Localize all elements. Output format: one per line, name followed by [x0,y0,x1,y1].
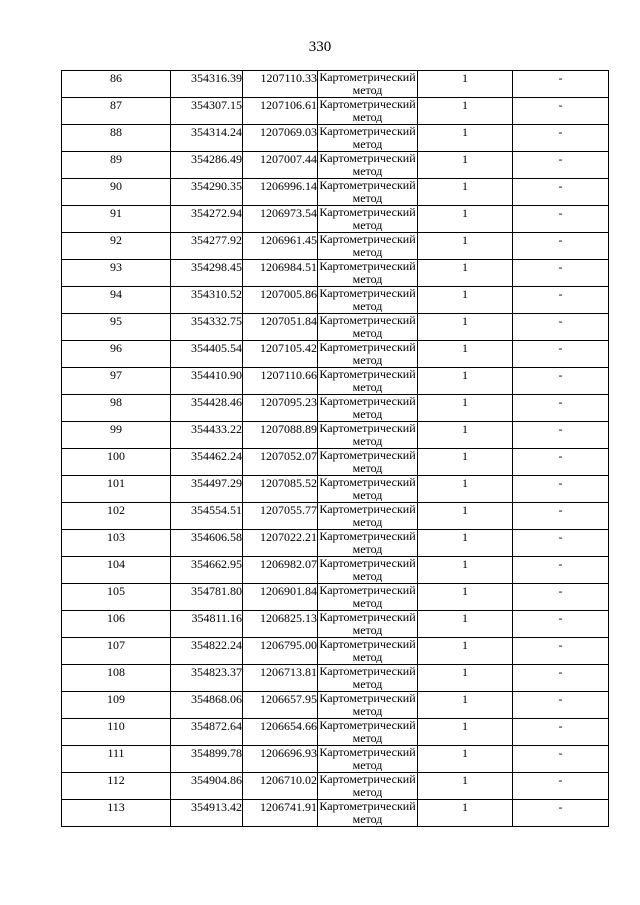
description-cell: - [513,341,609,368]
y-coordinate-cell: 1206696.93 [243,746,318,773]
point-number-cell: 88 [62,125,171,152]
point-number-cell: 93 [62,260,171,287]
x-coordinate-cell: 354811.16 [171,611,243,638]
method-cell [318,665,418,692]
accuracy-cell: 1 [418,719,513,746]
x-coordinate-cell: 354310.52 [171,287,243,314]
method-text: Картометрический метод [319,719,416,744]
accuracy-cell: 1 [418,638,513,665]
method-cell [318,233,418,260]
description-cell: - [513,611,609,638]
method-cell [318,206,418,233]
description-cell: - [513,665,609,692]
description-cell: - [513,98,609,125]
description-cell: - [513,530,609,557]
method-cell [318,530,418,557]
y-coordinate-cell: 1207110.66 [243,368,318,395]
x-coordinate-cell: 354290.35 [171,179,243,206]
method-text: Картометрический метод [319,71,416,96]
x-coordinate-cell: 354662.95 [171,557,243,584]
method-text: Картометрический метод [319,152,416,177]
description-cell: - [513,287,609,314]
accuracy-cell: 1 [418,746,513,773]
accuracy-cell: 1 [418,449,513,476]
method-text: Картометрический метод [319,125,416,150]
table-row [62,422,609,449]
point-number-cell: 104 [62,557,171,584]
method-cell [318,773,418,800]
method-cell [318,287,418,314]
accuracy-cell: 1 [418,233,513,260]
page-number: 330 [308,39,332,55]
y-coordinate-cell: 1206982.07 [243,557,318,584]
y-coordinate-cell: 1206710.02 [243,773,318,800]
table-row [62,611,609,638]
method-cell [318,719,418,746]
x-coordinate-cell: 354298.45 [171,260,243,287]
point-number-cell: 107 [62,638,171,665]
method-cell [318,746,418,773]
y-coordinate-cell: 1207088.89 [243,422,318,449]
method-cell [318,638,418,665]
x-coordinate-cell: 354554.51 [171,503,243,530]
table-row [62,152,609,179]
description-cell: - [513,152,609,179]
x-coordinate-cell: 354314.24 [171,125,243,152]
description-cell: - [513,746,609,773]
x-coordinate-cell: 354272.94 [171,206,243,233]
point-number-cell: 96 [62,341,171,368]
y-coordinate-cell: 1206825.13 [243,611,318,638]
method-text: Картометрический метод [319,773,416,798]
method-cell [318,557,418,584]
table-row [62,773,609,800]
y-coordinate-cell: 1207051.84 [243,314,318,341]
accuracy-cell: 1 [418,692,513,719]
method-text: Картометрический метод [319,233,416,258]
accuracy-cell: 1 [418,341,513,368]
y-coordinate-cell: 1206741.91 [243,800,318,827]
y-coordinate-cell: 1206996.14 [243,179,318,206]
method-text: Картометрический метод [319,368,416,393]
method-text: Картометрический метод [319,341,416,366]
point-number-cell: 97 [62,368,171,395]
accuracy-cell: 1 [418,584,513,611]
method-cell [318,800,418,827]
y-coordinate-cell: 1206657.95 [243,692,318,719]
x-coordinate-cell: 354462.24 [171,449,243,476]
method-text: Картометрический метод [319,179,416,204]
point-number-cell: 95 [62,314,171,341]
method-text: Картометрический метод [319,557,416,582]
table-row [62,179,609,206]
description-cell: - [513,71,609,98]
method-text: Картометрический метод [319,665,416,690]
method-text: Картометрический метод [319,287,416,312]
table-row [62,287,609,314]
method-text: Картометрический метод [319,395,416,420]
accuracy-cell: 1 [418,773,513,800]
point-number-cell: 106 [62,611,171,638]
description-cell: - [513,476,609,503]
method-cell [318,314,418,341]
x-coordinate-cell: 354497.29 [171,476,243,503]
point-number-cell: 112 [62,773,171,800]
accuracy-cell: 1 [418,665,513,692]
table-row [62,314,609,341]
point-number-cell: 105 [62,584,171,611]
point-number-cell: 109 [62,692,171,719]
accuracy-cell: 1 [418,422,513,449]
y-coordinate-cell: 1207095.23 [243,395,318,422]
y-coordinate-cell: 1206713.81 [243,665,318,692]
description-cell: - [513,773,609,800]
accuracy-cell: 1 [418,611,513,638]
description-cell: - [513,800,609,827]
description-cell: - [513,638,609,665]
method-text: Картометрический метод [319,692,416,717]
x-coordinate-cell: 354316.39 [171,71,243,98]
table-row [62,71,609,98]
method-cell [318,125,418,152]
method-text: Картометрический метод [319,611,416,636]
description-cell: - [513,422,609,449]
point-number-cell: 98 [62,395,171,422]
x-coordinate-cell: 354868.06 [171,692,243,719]
description-cell: - [513,449,609,476]
point-number-cell: 92 [62,233,171,260]
method-text: Картометрический метод [319,98,416,123]
table-row [62,449,609,476]
description-cell: - [513,314,609,341]
point-number-cell: 110 [62,719,171,746]
method-text: Картометрический метод [319,584,416,609]
x-coordinate-cell: 354277.92 [171,233,243,260]
y-coordinate-cell: 1207007.44 [243,152,318,179]
accuracy-cell: 1 [418,260,513,287]
method-cell [318,449,418,476]
point-number-cell: 113 [62,800,171,827]
method-cell [318,98,418,125]
method-text: Картометрический метод [319,449,416,474]
method-cell [318,368,418,395]
method-text: Картометрический метод [319,476,416,501]
method-cell [318,341,418,368]
y-coordinate-cell: 1207005.86 [243,287,318,314]
table-row [62,665,609,692]
point-number-cell: 108 [62,665,171,692]
table-row [62,584,609,611]
y-coordinate-cell: 1207106.61 [243,98,318,125]
accuracy-cell: 1 [418,530,513,557]
y-coordinate-cell: 1207085.52 [243,476,318,503]
y-coordinate-cell: 1207069.03 [243,125,318,152]
table-row [62,746,609,773]
description-cell: - [513,584,609,611]
accuracy-cell: 1 [418,179,513,206]
method-cell [318,71,418,98]
point-number-cell: 90 [62,179,171,206]
method-cell [318,152,418,179]
accuracy-cell: 1 [418,503,513,530]
x-coordinate-cell: 354781.80 [171,584,243,611]
coordinates-table-body [62,71,609,827]
method-text: Картометрический метод [319,800,416,825]
table-row [62,368,609,395]
x-coordinate-cell: 354433.22 [171,422,243,449]
table-row [62,692,609,719]
table-row [62,206,609,233]
accuracy-cell: 1 [418,287,513,314]
table-row [62,719,609,746]
method-cell [318,422,418,449]
accuracy-cell: 1 [418,71,513,98]
point-number-cell: 101 [62,476,171,503]
method-text: Картометрический метод [319,314,416,339]
method-text: Картометрический метод [319,503,416,528]
description-cell: - [513,395,609,422]
table-row [62,503,609,530]
y-coordinate-cell: 1206973.54 [243,206,318,233]
point-number-cell: 94 [62,287,171,314]
x-coordinate-cell: 354410.90 [171,368,243,395]
description-cell: - [513,503,609,530]
x-coordinate-cell: 354899.78 [171,746,243,773]
description-cell: - [513,719,609,746]
y-coordinate-cell: 1206961.45 [243,233,318,260]
description-cell: - [513,368,609,395]
point-number-cell: 89 [62,152,171,179]
y-coordinate-cell: 1207110.33 [243,71,318,98]
point-number-cell: 111 [62,746,171,773]
x-coordinate-cell: 354913.42 [171,800,243,827]
method-text: Картометрический метод [319,638,416,663]
x-coordinate-cell: 354286.49 [171,152,243,179]
method-cell [318,503,418,530]
table-row [62,638,609,665]
x-coordinate-cell: 354822.24 [171,638,243,665]
accuracy-cell: 1 [418,800,513,827]
table-row [62,476,609,503]
x-coordinate-cell: 354428.46 [171,395,243,422]
accuracy-cell: 1 [418,314,513,341]
accuracy-cell: 1 [418,98,513,125]
point-number-cell: 87 [62,98,171,125]
coordinates-table [61,70,609,827]
y-coordinate-cell: 1206901.84 [243,584,318,611]
point-number-cell: 103 [62,530,171,557]
description-cell: - [513,260,609,287]
x-coordinate-cell: 354307.15 [171,98,243,125]
method-cell [318,260,418,287]
table-row [62,557,609,584]
method-cell [318,611,418,638]
point-number-cell: 102 [62,503,171,530]
table-row [62,530,609,557]
accuracy-cell: 1 [418,152,513,179]
description-cell: - [513,233,609,260]
y-coordinate-cell: 1206654.66 [243,719,318,746]
accuracy-cell: 1 [418,125,513,152]
x-coordinate-cell: 354332.75 [171,314,243,341]
description-cell: - [513,692,609,719]
x-coordinate-cell: 354872.64 [171,719,243,746]
method-text: Картометрический метод [319,746,416,771]
method-cell [318,395,418,422]
method-cell [318,692,418,719]
table-row [62,233,609,260]
method-cell [318,179,418,206]
accuracy-cell: 1 [418,476,513,503]
y-coordinate-cell: 1206984.51 [243,260,318,287]
y-coordinate-cell: 1207055.77 [243,503,318,530]
x-coordinate-cell: 354606.58 [171,530,243,557]
description-cell: - [513,179,609,206]
point-number-cell: 99 [62,422,171,449]
y-coordinate-cell: 1207052.07 [243,449,318,476]
point-number-cell: 86 [62,71,171,98]
description-cell: - [513,557,609,584]
y-coordinate-cell: 1206795.00 [243,638,318,665]
y-coordinate-cell: 1207105.42 [243,341,318,368]
table-row [62,260,609,287]
method-text: Картометрический метод [319,422,416,447]
table-row [62,98,609,125]
table-row [62,125,609,152]
method-text: Картометрический метод [319,206,416,231]
x-coordinate-cell: 354904.86 [171,773,243,800]
accuracy-cell: 1 [418,557,513,584]
method-cell [318,476,418,503]
accuracy-cell: 1 [418,206,513,233]
x-coordinate-cell: 354405.54 [171,341,243,368]
x-coordinate-cell: 354823.37 [171,665,243,692]
method-cell [318,584,418,611]
method-text: Картометрический метод [319,260,416,285]
y-coordinate-cell: 1207022.21 [243,530,318,557]
point-number-cell: 91 [62,206,171,233]
table-row [62,341,609,368]
method-text: Картометрический метод [319,530,416,555]
point-number-cell: 100 [62,449,171,476]
accuracy-cell: 1 [418,368,513,395]
table-row [62,395,609,422]
accuracy-cell: 1 [418,395,513,422]
description-cell: - [513,206,609,233]
table-row [62,800,609,827]
description-cell: - [513,125,609,152]
